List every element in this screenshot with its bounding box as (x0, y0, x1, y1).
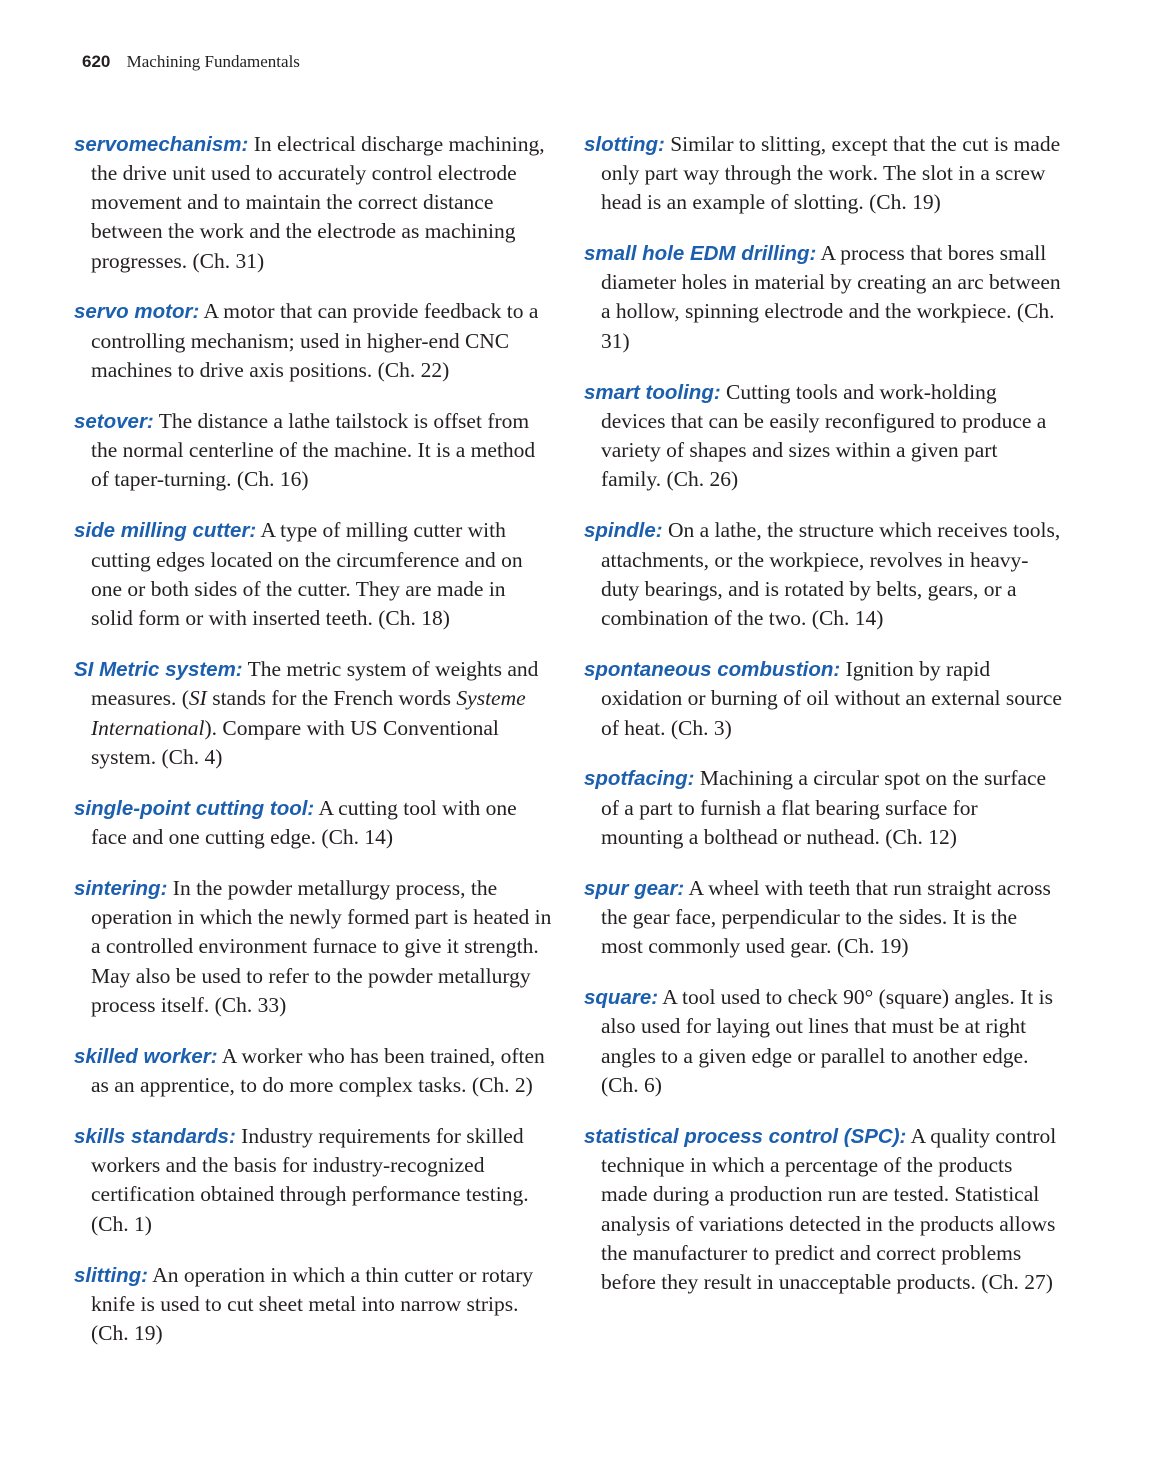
glossary-term: single-point cutting tool: (74, 796, 315, 820)
glossary-entry (74, 130, 552, 276)
definition-text: A motor that can provide feedback to a controlling mechanism; used in higher-end CNC machines to drive axis positions. (Ch. 22) (91, 299, 539, 383)
glossary-entry (584, 378, 1062, 495)
definition-text: Machining a circular spot on the surface of a part to furnish a flat bearing surface for mounting a bolthead or nuthead. (Ch. 12) (601, 766, 1047, 849)
left-column (74, 108, 552, 1354)
glossary-entry (74, 407, 552, 495)
definition-text: stands for the French words (206, 686, 457, 711)
glossary-entry (74, 1261, 552, 1349)
glossary-term: slotting: (584, 132, 665, 156)
glossary-entry (584, 239, 1062, 356)
glossary-entry (584, 983, 1062, 1100)
glossary-entry (584, 1122, 1062, 1298)
definition-text: In electrical discharge machining, the drive unit used to accurately control electrode movement and to maintain the correct distance between the work and the electrode as machining progresses. (Ch. 31) (91, 131, 545, 273)
glossary-entry (74, 794, 552, 853)
definition-text: Similar to slitting, except that the cut is made only part way through the work. The slot in a screw head is an example of slotting. (Ch. 19) (601, 131, 1061, 215)
definition-text: A process that bores small diameter holes in material by creating an arc between a hollow, spinning electrode and the workpiece. (Ch. 31) (601, 240, 1061, 353)
glossary-term: skilled worker: (74, 1044, 218, 1068)
glossary-term: statistical process control (SPC): (584, 1124, 907, 1148)
glossary-entry (584, 655, 1062, 743)
definition-text: On a lathe, the structure which receives tools, attachments, or the workpiece, revolves in heavy-duty bearings, and is rotated by belts, gears, or a combination of the two. (Ch. 14) (601, 518, 1061, 631)
glossary-term: square: (584, 986, 659, 1010)
glossary-entry (584, 130, 1062, 218)
definition-text: A tool used to check 90° (square) angles. It is also used for laying out lines that must be at right angles to a given edge or parallel to another edge. (Ch. 6) (601, 985, 1053, 1098)
glossary-entry (74, 655, 552, 772)
glossary-entry (584, 874, 1062, 962)
glossary-entry (74, 1122, 552, 1239)
definition-text: A worker who has been trained, often as an apprentice, to do more complex tasks. (Ch. 2) (91, 1043, 545, 1098)
definition-text: The distance a lathe tailstock is offset from the normal centerline of the machine. It is a method of taper-turning. (Ch. 16) (91, 408, 536, 492)
glossary-entry (74, 516, 552, 633)
glossary-term: spindle: (584, 519, 663, 543)
glossary-entry (584, 516, 1062, 633)
glossary-term: servo motor: (74, 300, 200, 324)
definition-text: Cutting tools and work-holding devices that can be easily reconfigured to produce a variety of shapes and sizes within a given part family. (Ch. 26) (601, 379, 1047, 492)
page-number: 620 (82, 52, 111, 71)
right-column (584, 108, 1062, 1304)
definition-text: Systeme International (91, 686, 526, 740)
glossary-term: spontaneous combustion: (584, 657, 841, 681)
glossary-term: spur gear: (584, 876, 685, 900)
definition-text: ). Compare with US Conventional system. (Ch. 4) (91, 715, 499, 769)
definition-text: Industry requirements for skilled workers and the basis for industry-recognized certification obtained through performance testing. (Ch. 1) (91, 1123, 529, 1236)
glossary-entry (584, 764, 1062, 852)
glossary-term: small hole EDM drilling: (584, 241, 817, 265)
definition-text: A quality control technique in which a percentage of the products made during a production run are tested. Statistical analysis of variations detected in the products allows the manufacturer to predict and correct problems before they result in unacceptable products. (Ch. 27) (601, 1123, 1057, 1295)
glossary-entry (74, 297, 552, 385)
definition-text: A type of milling cutter with cutting edges located on the circumference and on one or both sides of the cutter. They are made in solid form or with inserted teeth. (Ch. 18) (91, 518, 523, 631)
definition-text: A wheel with teeth that run straight across the gear face, perpendicular to the sides. It is the most commonly used gear. (Ch. 19) (601, 875, 1051, 959)
running-header (82, 52, 300, 72)
definition-text: Ignition by rapid oxidation or burning of oil without an external source of heat. (Ch. 3) (601, 656, 1062, 740)
glossary-term: side milling cutter: (74, 519, 257, 543)
book-title: Machining Fundamentals (126, 52, 300, 71)
glossary-entry (74, 1042, 552, 1101)
glossary-term: sintering: (74, 876, 168, 900)
definition-text: SI (188, 686, 207, 711)
definition-text: The metric system of weights and measures. ( (91, 656, 539, 711)
glossary-term: setover: (74, 409, 154, 433)
glossary-term: slitting: (74, 1263, 149, 1287)
glossary-term: spotfacing: (584, 767, 695, 791)
definition-text: In the powder metallurgy process, the operation in which the newly formed part is heated in a controlled environment furnace to give it strength. May also be used to refer to the powder metallurgy process itself. (Ch. 33) (91, 875, 552, 1017)
glossary-term: servomechanism: (74, 132, 249, 156)
glossary-term: smart tooling: (584, 380, 721, 404)
glossary-term: skills standards: (74, 1124, 236, 1148)
glossary-term: SI Metric system: (74, 657, 243, 681)
definition-text: A cutting tool with one face and one cutting edge. (Ch. 14) (91, 795, 517, 849)
glossary-entry (74, 874, 552, 1020)
definition-text: An operation in which a thin cutter or rotary knife is used to cut sheet metal into narrow strips. (Ch. 19) (91, 1262, 534, 1346)
